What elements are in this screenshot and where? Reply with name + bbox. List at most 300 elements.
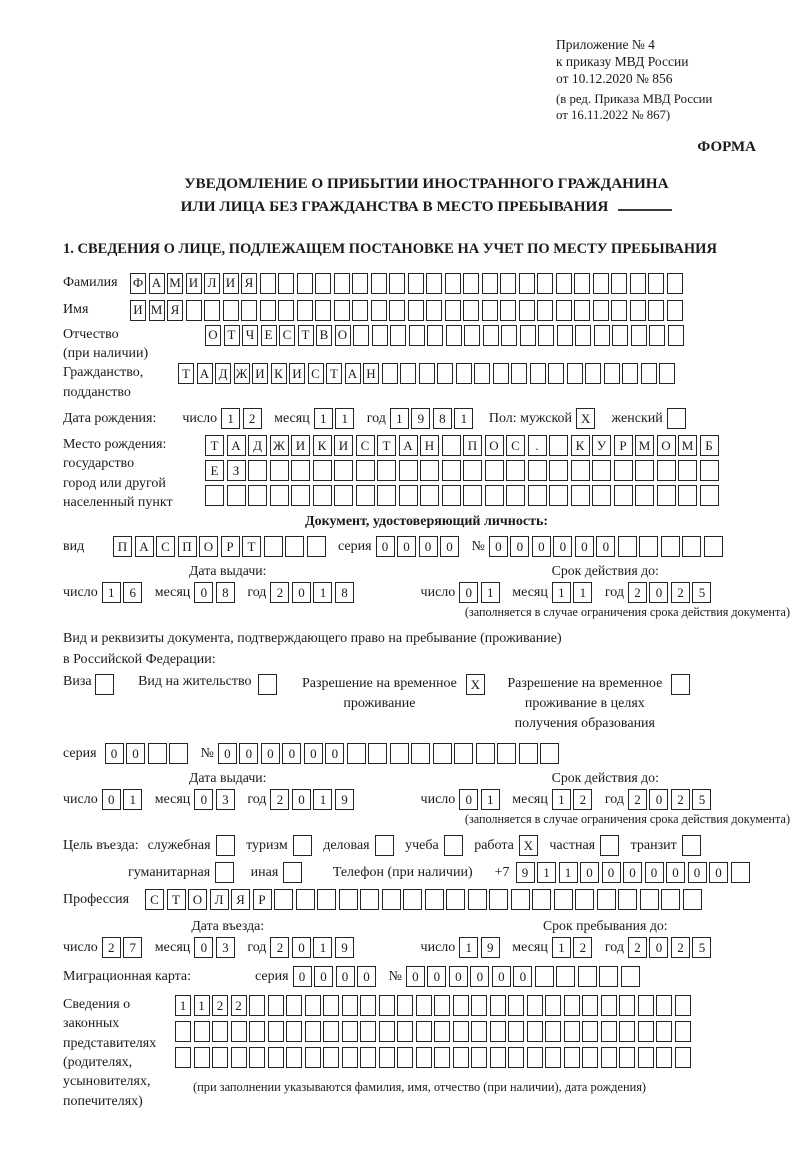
doc-issue-day-cells[interactable] [102,582,145,603]
purpose-turizm-checkbox[interactable] [293,835,315,856]
birthplace-row3-cells[interactable] [205,485,721,506]
form-cell[interactable]: 1 [537,862,556,883]
birth-month-cells[interactable] [314,408,357,429]
form-cell[interactable] [631,325,647,346]
form-cell[interactable] [305,995,321,1016]
form-cell[interactable]: Н [420,435,439,456]
form-cell[interactable]: Я [241,273,257,294]
form-cell[interactable] [360,889,379,910]
form-cell[interactable]: 2 [212,995,228,1016]
form-cell[interactable] [619,1021,635,1042]
entry-day-cells[interactable] [102,937,145,958]
form-cell[interactable] [682,835,701,856]
form-cell[interactable] [638,1021,654,1042]
doc-valid-day-cells[interactable] [459,582,502,603]
form-cell[interactable] [506,485,525,506]
form-cell[interactable] [194,1047,210,1068]
form-cell[interactable]: 1 [313,937,332,958]
form-cell[interactable]: 0 [649,937,668,958]
form-cell[interactable] [419,363,435,384]
form-cell[interactable] [493,363,509,384]
form-cell[interactable] [731,862,750,883]
form-cell[interactable]: 1 [313,582,332,603]
form-cell[interactable] [618,536,637,557]
form-cell[interactable] [307,536,326,557]
form-cell[interactable] [360,1047,376,1068]
form-cell[interactable] [291,460,310,481]
form-cell[interactable] [446,889,465,910]
form-cell[interactable] [489,889,508,910]
form-cell[interactable]: 1 [175,995,191,1016]
form-cell[interactable] [564,1021,580,1042]
form-cell[interactable]: Б [700,435,719,456]
form-cell[interactable] [382,363,398,384]
form-cell[interactable] [649,325,665,346]
form-cell[interactable] [416,1047,432,1068]
form-cell[interactable] [485,485,504,506]
form-cell[interactable] [416,995,432,1016]
form-cell[interactable] [305,1021,321,1042]
form-cell[interactable] [511,889,530,910]
form-cell[interactable]: 1 [459,937,478,958]
form-cell[interactable] [648,300,664,321]
form-cell[interactable]: 9 [481,937,500,958]
form-cell[interactable] [194,1021,210,1042]
form-cell[interactable] [390,325,406,346]
form-cell[interactable]: Е [261,325,277,346]
doc-valid-year-cells[interactable] [628,582,714,603]
form-cell[interactable]: 0 [406,966,425,987]
form-cell[interactable]: М [678,435,697,456]
form-cell[interactable] [549,485,568,506]
form-cell[interactable]: С [308,363,324,384]
form-cell[interactable] [95,674,114,695]
form-cell[interactable] [403,889,422,910]
form-cell[interactable] [537,273,553,294]
purpose-gumanitarnaya-checkbox[interactable] [215,862,237,883]
form-cell[interactable] [571,460,590,481]
form-cell[interactable]: О [335,325,351,346]
form-cell[interactable] [535,966,554,987]
form-cell[interactable] [283,862,302,883]
form-cell[interactable]: 2 [628,937,647,958]
form-cell[interactable] [169,743,188,764]
form-cell[interactable] [530,363,546,384]
form-cell[interactable]: 2 [671,937,690,958]
form-cell[interactable]: Р [221,536,240,557]
form-cell[interactable]: 9 [335,937,354,958]
form-cell[interactable] [323,1021,339,1042]
form-cell[interactable]: 0 [314,966,333,987]
form-cell[interactable]: И [186,273,202,294]
form-cell[interactable] [434,1021,450,1042]
form-cell[interactable] [426,300,442,321]
form-cell[interactable]: 0 [194,937,213,958]
form-cell[interactable] [545,1021,561,1042]
form-cell[interactable] [506,460,525,481]
form-cell[interactable] [342,1021,358,1042]
birthplace-row1-cells[interactable] [205,435,721,456]
form-cell[interactable] [342,995,358,1016]
form-cell[interactable]: Т [178,363,194,384]
doc-number-cells[interactable] [489,536,726,557]
form-cell[interactable] [592,485,611,506]
form-cell[interactable] [249,1047,265,1068]
form-cell[interactable] [619,995,635,1016]
form-cell[interactable] [268,1047,284,1068]
form-cell[interactable]: 0 [459,582,478,603]
form-cell[interactable] [599,966,618,987]
form-cell[interactable] [442,460,461,481]
form-cell[interactable] [578,966,597,987]
form-cell[interactable] [296,889,315,910]
form-cell[interactable]: 0 [126,743,145,764]
form-cell[interactable] [375,835,394,856]
form-cell[interactable] [508,995,524,1016]
form-cell[interactable]: И [130,300,146,321]
form-cell[interactable] [574,273,590,294]
form-cell[interactable] [352,273,368,294]
form-cell[interactable] [390,743,409,764]
form-cell[interactable] [444,835,463,856]
form-cell[interactable] [175,1021,191,1042]
form-cell[interactable]: Т [242,536,261,557]
form-cell[interactable]: 7 [123,937,142,958]
form-cell[interactable] [593,300,609,321]
form-cell[interactable] [204,300,220,321]
form-cell[interactable] [600,835,619,856]
form-cell[interactable]: 8 [335,582,354,603]
form-cell[interactable] [638,1047,654,1068]
rvp-checkbox[interactable] [466,674,488,695]
form-cell[interactable]: 0 [510,536,529,557]
form-cell[interactable]: 0 [427,966,446,987]
form-cell[interactable] [528,460,547,481]
doc-kind-cells[interactable] [113,536,328,557]
form-cell[interactable]: 0 [492,966,511,987]
purpose-sluzhebnaya-checkbox[interactable] [216,835,238,856]
form-cell[interactable]: В [316,325,332,346]
permit-number-cells[interactable] [218,743,562,764]
permit-valid-month-cells[interactable] [552,789,595,810]
form-cell[interactable]: Д [215,363,231,384]
form-cell[interactable] [471,1021,487,1042]
form-cell[interactable]: С [156,536,175,557]
male-checkbox[interactable] [576,408,598,429]
form-cell[interactable] [594,325,610,346]
purpose-inaya-checkbox[interactable] [283,862,305,883]
doc-series-cells[interactable] [376,536,462,557]
purpose-delovaya-checkbox[interactable] [375,835,397,856]
form-cell[interactable]: 0 [649,582,668,603]
form-cell[interactable]: 0 [419,536,438,557]
form-cell[interactable]: 2 [573,789,592,810]
form-cell[interactable] [527,995,543,1016]
form-cell[interactable]: 0 [325,743,344,764]
form-cell[interactable]: 1 [194,995,210,1016]
form-cell[interactable] [377,460,396,481]
form-cell[interactable]: Л [204,273,220,294]
form-cell[interactable]: 1 [313,789,332,810]
form-cell[interactable] [656,995,672,1016]
form-cell[interactable] [622,363,638,384]
form-cell[interactable] [356,485,375,506]
form-cell[interactable] [463,300,479,321]
form-cell[interactable] [315,300,331,321]
form-cell[interactable]: 0 [596,536,615,557]
form-cell[interactable]: 0 [194,789,213,810]
form-cell[interactable] [356,460,375,481]
doc-issue-month-cells[interactable] [194,582,237,603]
doc-valid-month-cells[interactable] [552,582,595,603]
purpose-ucheba-checkbox[interactable] [444,835,466,856]
form-cell[interactable]: 2 [628,582,647,603]
form-cell[interactable] [527,1047,543,1068]
form-cell[interactable]: 3 [216,937,235,958]
form-cell[interactable] [353,325,369,346]
form-cell[interactable] [368,743,387,764]
form-cell[interactable]: М [635,435,654,456]
form-cell[interactable]: 9 [411,408,430,429]
form-cell[interactable]: 0 [218,743,237,764]
form-cell[interactable]: 2 [671,582,690,603]
form-cell[interactable] [675,1021,691,1042]
form-cell[interactable] [640,889,659,910]
form-cell[interactable] [334,460,353,481]
form-cell[interactable]: 6 [123,582,142,603]
form-cell[interactable] [297,300,313,321]
form-cell[interactable] [216,835,235,856]
form-cell[interactable]: Т [298,325,314,346]
form-cell[interactable] [675,1047,691,1068]
form-cell[interactable] [434,1047,450,1068]
form-cell[interactable] [347,743,366,764]
form-cell[interactable]: Ж [234,363,250,384]
form-cell[interactable] [630,273,646,294]
form-cell[interactable] [500,273,516,294]
form-cell[interactable]: К [313,435,332,456]
form-cell[interactable]: 2 [628,789,647,810]
form-cell[interactable] [630,300,646,321]
purpose-rabota-checkbox[interactable] [519,835,541,856]
form-cell[interactable]: Д [248,435,267,456]
form-cell[interactable] [648,273,664,294]
form-cell[interactable]: 0 [709,862,728,883]
form-cell[interactable] [571,485,590,506]
form-cell[interactable] [556,273,572,294]
form-cell[interactable] [408,300,424,321]
form-cell[interactable] [248,460,267,481]
form-cell[interactable] [315,273,331,294]
form-cell[interactable]: 1 [481,582,500,603]
form-cell[interactable] [614,485,633,506]
form-cell[interactable] [520,325,536,346]
form-cell[interactable] [212,1021,228,1042]
form-cell[interactable]: 1 [314,408,333,429]
form-cell[interactable] [411,743,430,764]
form-cell[interactable]: Л [210,889,229,910]
form-cell[interactable] [575,325,591,346]
form-cell[interactable]: И [223,273,239,294]
form-cell[interactable] [456,363,472,384]
form-cell[interactable] [334,485,353,506]
surname-cells[interactable] [130,273,685,294]
form-cell[interactable] [463,460,482,481]
form-cell[interactable]: 1 [123,789,142,810]
form-cell[interactable]: 8 [433,408,452,429]
form-cell[interactable] [148,743,167,764]
form-cell[interactable] [399,485,418,506]
form-cell[interactable]: 2 [671,789,690,810]
form-cell[interactable] [556,300,572,321]
form-cell[interactable] [619,1047,635,1068]
phone-cells[interactable] [516,862,753,883]
migration-number-cells[interactable] [406,966,643,987]
form-cell[interactable]: 1 [573,582,592,603]
form-cell[interactable] [597,889,616,910]
form-cell[interactable]: А [135,536,154,557]
form-cell[interactable]: 8 [216,582,235,603]
form-cell[interactable] [286,1047,302,1068]
form-cell[interactable]: 0 [336,966,355,987]
form-cell[interactable] [668,325,684,346]
form-cell[interactable]: 0 [575,536,594,557]
form-cell[interactable]: К [571,435,590,456]
form-cell[interactable]: И [334,435,353,456]
form-cell[interactable] [549,435,568,456]
form-cell[interactable]: 0 [645,862,664,883]
form-cell[interactable] [249,1021,265,1042]
form-cell[interactable] [661,889,680,910]
form-cell[interactable]: 2 [270,789,289,810]
form-cell[interactable]: О [188,889,207,910]
form-cell[interactable] [278,300,294,321]
form-cell[interactable] [621,966,640,987]
citizenship-cells[interactable] [178,363,678,384]
form-cell[interactable] [260,300,276,321]
form-cell[interactable]: 0 [470,966,489,987]
form-cell[interactable] [704,536,723,557]
form-cell[interactable] [382,889,401,910]
form-cell[interactable]: Р [614,435,633,456]
form-cell[interactable]: 0 [489,536,508,557]
form-cell[interactable] [270,485,289,506]
form-cell[interactable] [227,485,246,506]
form-cell[interactable] [186,300,202,321]
form-cell[interactable]: 1 [454,408,473,429]
form-cell[interactable]: 0 [282,743,301,764]
form-cell[interactable]: С [279,325,295,346]
form-cell[interactable] [445,273,461,294]
form-cell[interactable]: П [463,435,482,456]
form-cell[interactable] [556,966,575,987]
form-cell[interactable] [471,995,487,1016]
form-cell[interactable] [249,995,265,1016]
form-cell[interactable] [231,1047,247,1068]
form-cell[interactable] [604,363,620,384]
form-cell[interactable] [641,363,657,384]
form-cell[interactable]: 2 [270,582,289,603]
form-cell[interactable] [408,273,424,294]
purpose-chastnaya-checkbox[interactable] [600,835,622,856]
form-cell[interactable] [463,273,479,294]
form-cell[interactable]: 0 [292,937,311,958]
form-cell[interactable] [497,743,516,764]
entry-month-cells[interactable] [194,937,237,958]
form-cell[interactable] [268,1021,284,1042]
form-cell[interactable]: 9 [335,789,354,810]
form-cell[interactable] [471,1047,487,1068]
form-cell[interactable]: 1 [390,408,409,429]
form-cell[interactable] [549,460,568,481]
form-cell[interactable] [557,325,573,346]
migration-series-cells[interactable] [293,966,379,987]
form-cell[interactable]: Т [167,889,186,910]
form-cell[interactable]: Я [231,889,250,910]
permit-issue-day-cells[interactable] [102,789,145,810]
form-cell[interactable] [286,995,302,1016]
form-cell[interactable] [656,1047,672,1068]
form-cell[interactable] [671,674,690,695]
form-cell[interactable] [270,460,289,481]
form-cell[interactable]: 0 [532,536,551,557]
form-cell[interactable] [582,995,598,1016]
form-cell[interactable] [661,536,680,557]
form-cell[interactable] [397,995,413,1016]
form-cell[interactable]: 0 [261,743,280,764]
form-cell[interactable]: 1 [552,937,571,958]
form-cell[interactable] [582,1047,598,1068]
form-cell[interactable]: X [576,408,595,429]
form-cell[interactable] [323,1047,339,1068]
form-cell[interactable]: 0 [293,966,312,987]
form-cell[interactable]: 0 [553,536,572,557]
form-cell[interactable] [305,1047,321,1068]
form-cell[interactable]: 0 [105,743,124,764]
form-cell[interactable] [453,995,469,1016]
form-cell[interactable]: 0 [688,862,707,883]
form-cell[interactable]: А [149,273,165,294]
form-cell[interactable] [420,460,439,481]
form-cell[interactable]: 0 [623,862,642,883]
form-cell[interactable] [427,325,443,346]
form-cell[interactable]: 0 [580,862,599,883]
form-cell[interactable]: X [466,674,485,695]
form-cell[interactable]: О [199,536,218,557]
form-cell[interactable]: Ч [242,325,258,346]
form-cell[interactable]: Р [253,889,272,910]
form-cell[interactable]: А [197,363,213,384]
form-cell[interactable] [667,300,683,321]
form-cell[interactable] [483,325,499,346]
representatives-row1-cells[interactable] [175,995,693,1016]
form-cell[interactable] [575,889,594,910]
form-cell[interactable] [379,1021,395,1042]
stay-day-cells[interactable] [459,937,502,958]
permit-issue-year-cells[interactable] [270,789,356,810]
form-cell[interactable]: 0 [513,966,532,987]
form-cell[interactable] [511,363,527,384]
form-cell[interactable] [175,1047,191,1068]
form-cell[interactable]: З [227,460,246,481]
form-cell[interactable]: Т [326,363,342,384]
form-cell[interactable] [317,889,336,910]
form-cell[interactable] [264,536,283,557]
form-cell[interactable] [205,485,224,506]
birth-year-cells[interactable] [390,408,476,429]
form-cell[interactable] [582,1021,598,1042]
form-cell[interactable]: У [592,435,611,456]
